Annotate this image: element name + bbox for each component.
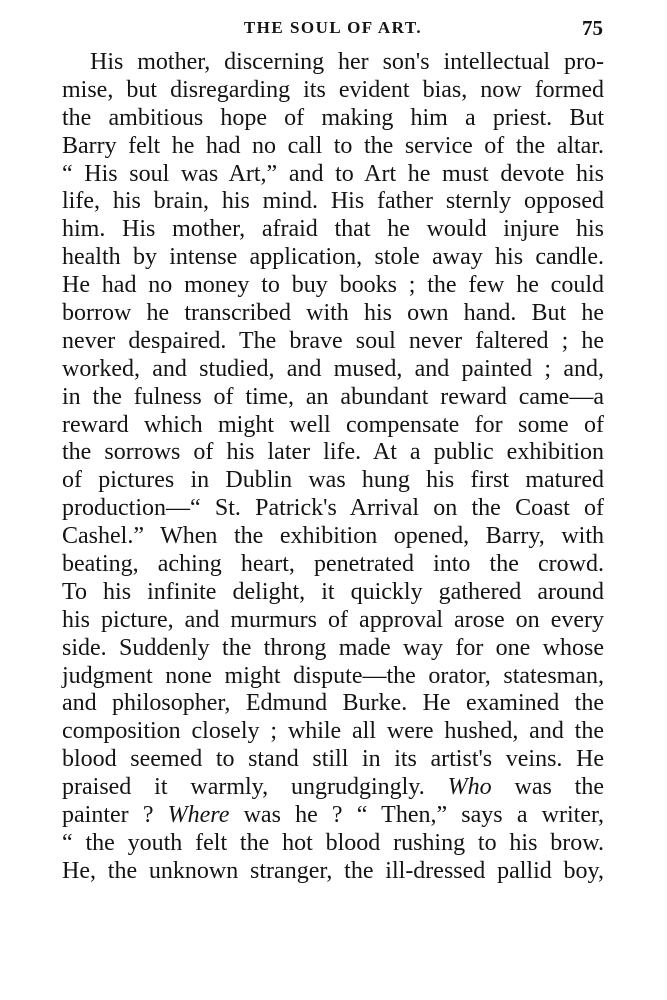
italic-word: Where [167, 802, 230, 829]
text-line: He, the unknown stranger, the ill-dressed pallid boy, [62, 857, 604, 884]
text-line: composition closely ; while all were hushed, and the [62, 718, 604, 745]
text-line: Cashel.” When the exhibition opened, Barry, with [62, 523, 604, 550]
text-line: health by intense application, stole away his candle. [62, 244, 604, 271]
text-line: Barry felt he had no call to the service of the altar. [62, 132, 604, 159]
text-line: beating, aching heart, penetrated into the crowd. [62, 551, 604, 578]
running-title: THE SOUL OF ART. [243, 18, 423, 37]
text-line-with-italic [62, 774, 604, 802]
line-text: praised it warmly, ungrudgingly. [62, 774, 425, 801]
text-line: the sorrows of his later life. At a public exhibition [62, 439, 604, 466]
text-line-with-italic [62, 802, 604, 830]
text-line: “ His soul was Art,” and to Art he must devote his [62, 160, 604, 187]
text-line: never despaired. The brave soul never faltered ; he [62, 327, 604, 354]
text-line: him. His mother, afraid that he would injure his [62, 216, 604, 243]
text-line: To his infinite delight, it quickly gathered around [62, 578, 604, 605]
text-line: in the fulness of time, an abundant reward came—a [62, 383, 604, 410]
text-line: mise, but disregarding its evident bias, now formed [62, 76, 604, 103]
text-line: borrow he transcribed with his own hand. But he [62, 300, 604, 327]
line-text-tail: was he ? “ Then,” says a writer, [243, 802, 605, 829]
page-number: 75 [582, 16, 603, 40]
text-line: judgment none might dispute—the orator, statesman, [62, 662, 604, 689]
text-line: of pictures in Dublin was hung his first matured [62, 467, 604, 494]
text-line: life, his brain, his mind. His father sternly opposed [62, 188, 604, 215]
body-text [62, 49, 604, 886]
italic-word: Who [447, 774, 492, 801]
text-line: He had no money to buy books ; the few he could [62, 272, 604, 299]
text-line: the ambitious hope of making him a priest. But [62, 104, 604, 131]
line-text: painter ? [62, 802, 154, 829]
text-line: His mother, discerning her son's intellectual pro- [90, 49, 604, 75]
text-line: his picture, and murmurs of approval arose on every [62, 606, 604, 633]
text-line: “ the youth felt the hot blood rushing to his brow. [62, 829, 604, 856]
text-line: side. Suddenly the throng made way for one whose [62, 634, 604, 661]
text-line: and philosopher, Edmund Burke. He examined the [62, 690, 604, 717]
text-line: reward which might well compensate for some of [62, 411, 604, 438]
running-head [63, 14, 603, 44]
text-line: blood seemed to stand still in its artist's veins. He [62, 746, 604, 773]
text-line: production—“ St. Patrick's Arrival on the Coast of [62, 495, 604, 522]
text-line: worked, and studied, and mused, and painted ; and, [62, 355, 604, 382]
line-text-tail: was the [514, 774, 605, 801]
